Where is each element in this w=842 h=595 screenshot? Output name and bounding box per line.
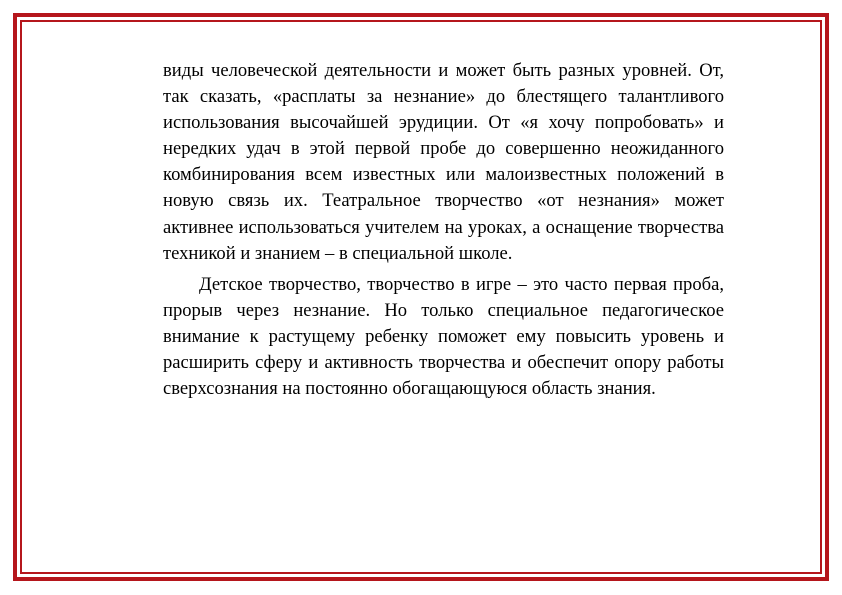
paragraph-2: Детское творчество, творчество в игре – это часто первая проба, прорыв через незнание. Но только специальное педагогическое внимание к растущему ребенку поможет ему повысить уровень и расширить сферу и активность творчества и обеспечит опору работы сверхсознания на постоянно обогащающуюся область знания.: [163, 273, 724, 400]
paragraph-1: виды человеческой деятельности и может быть разных уровней. От, так сказать, «расплаты за незнание» до блестящего талантливого использования высочайшей эрудиции. От «я хочу попробовать» и нередких удач в этой первой пробе до совершенно неожиданного комбинирования всем известных или малоизвестных положений в новую связь их. Театральное творчество «от незнания» может активнее использоваться учителем на уроках, а оснащение творчества техникой и знанием – в специальной школе.: [163, 60, 724, 264]
body-text: [163, 58, 724, 402]
